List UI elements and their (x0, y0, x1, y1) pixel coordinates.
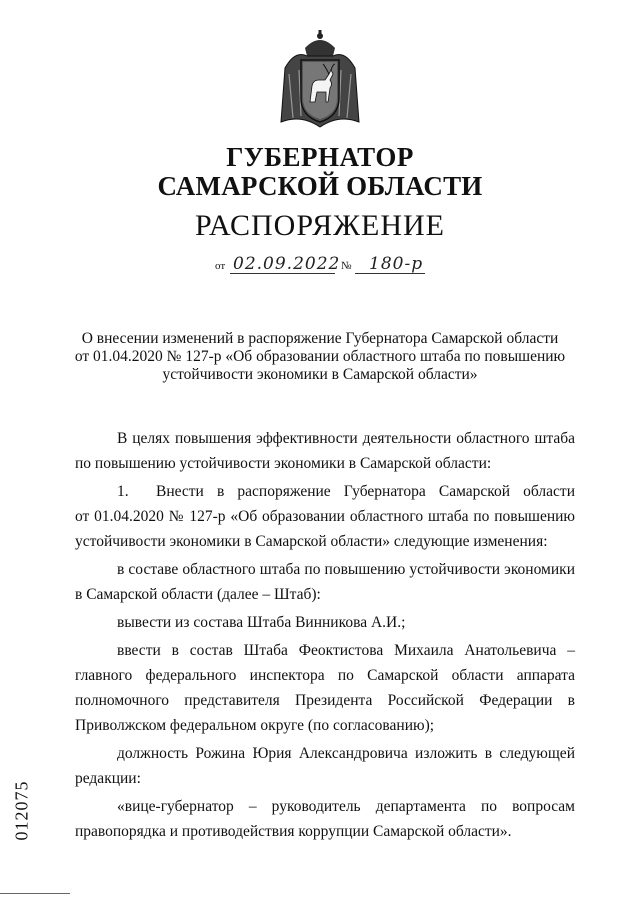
body-line: Приволжском федеральном округе (по согласованию); (75, 717, 435, 734)
body-line: В целях повышения эффективности деятельности областного штаба (117, 430, 575, 447)
subject-line: устойчивости экономики в Самарской области» (162, 366, 478, 383)
document-date-number (215, 252, 425, 276)
document-date: 02.09.2022 (233, 254, 341, 274)
body-line: в составе областного штаба по повышению устойчивости экономики (117, 561, 575, 578)
number-prefix: № (341, 260, 352, 272)
body-line: Внести в распоряжение Губернатора Самарской области (156, 483, 575, 500)
body-line: от 01.04.2020 № 127-р «Об образовании областного штаба по повышению (75, 508, 575, 525)
serial-number: 012075 (11, 780, 32, 841)
authority-title-line2: САМАРСКОЙ ОБЛАСТИ (157, 171, 483, 201)
date-prefix: от (215, 260, 226, 272)
body-line: вывести из состава Штаба Винникова А.И.; (117, 614, 406, 631)
authority-title-line1: ГУБЕРНАТОР (226, 142, 414, 172)
body-line: правопорядка и противодействия коррупции Самарской области». (75, 823, 512, 840)
body-line: главного федерального инспектора по Самарской области аппарата (75, 667, 575, 684)
footer-divider (0, 893, 70, 894)
body-line: редакции: (75, 770, 141, 787)
subject-line: О внесении изменений в распоряжение Губернатора Самарской области (81, 330, 559, 347)
item-number: 1. (117, 483, 129, 500)
samara-coat-of-arms-icon (279, 30, 361, 130)
document-number: 180-р (369, 254, 424, 274)
document-subject (60, 330, 580, 384)
document-type: РАСПОРЯЖЕНИЕ (194, 209, 446, 242)
body-line: полномочного представителя Президента Российской Федерации в (75, 692, 575, 709)
body-line: должность Рожина Юрия Александровича изложить в следующей (117, 745, 575, 762)
body-line: «вице-губернатор – руководитель департамента по вопросам (117, 798, 575, 815)
body-line: устойчивости экономики в Самарской области» следующие изменения: (75, 533, 548, 550)
body-line: ввести в состав Штаба Феоктистова Михаила Анатольевича – (117, 642, 575, 659)
body-line: по повышению устойчивости экономики в Самарской области: (75, 455, 492, 472)
body-line: в Самарской области (далее – Штаб): (75, 586, 321, 603)
subject-line: от 01.04.2020 № 127-р «Об образовании областного штаба по повышению (74, 348, 566, 365)
